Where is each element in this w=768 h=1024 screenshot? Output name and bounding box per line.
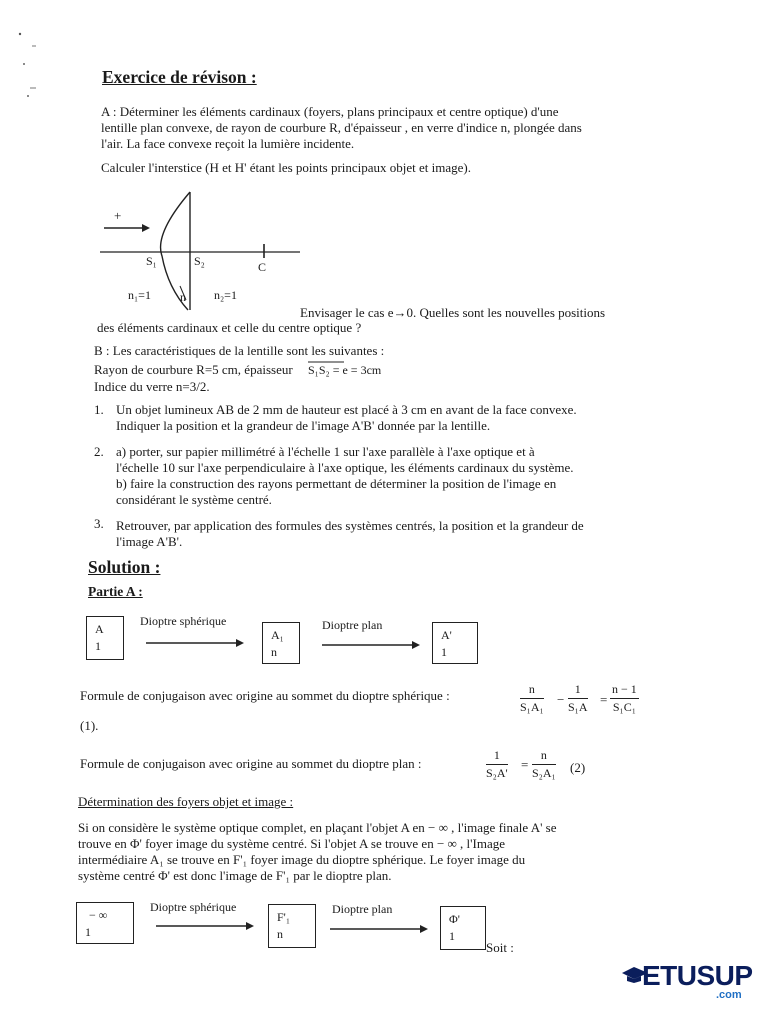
formula1-f3-num: n − 1 bbox=[610, 682, 639, 699]
segment-overline bbox=[308, 360, 346, 364]
chain1-box2-top: A₁ bbox=[271, 628, 284, 642]
chain2-arrow2 bbox=[330, 924, 430, 934]
chain2-box2-bottom: n bbox=[277, 927, 283, 941]
formula1-text: Formule de conjugaison avec origine au sommet du dioptre sphérique : bbox=[80, 688, 450, 703]
epaisseur-expression-text: S₁S₂ = e = 3cm bbox=[308, 363, 382, 377]
chain1-box1-bottom: 1 bbox=[95, 639, 101, 653]
formula1-f1-den: S₁A₁ bbox=[520, 700, 544, 714]
chain2-box1-top: − ∞ bbox=[89, 908, 108, 922]
chain1-box3-bottom: 1 bbox=[441, 645, 447, 659]
question-2-line-2: l'échelle 10 sur l'axe perpendiculaire à l'axe optique, les éléments cardinaux du système. bbox=[116, 460, 574, 475]
question-1-line-2: Indiquer la position et la grandeur de l'image A'B' donnée par la lentille. bbox=[116, 418, 491, 433]
lens-diagram bbox=[96, 188, 306, 314]
diagram-n: n bbox=[180, 290, 186, 304]
diagram-n2: n₂=1 bbox=[214, 288, 237, 302]
formula2-f2-num: n bbox=[532, 748, 556, 765]
partA-line-3: l'air. La face convexe reçoit la lumière incidente. bbox=[101, 136, 355, 151]
envisager-line-2: des éléments cardinaux et celle du centre optique ? bbox=[97, 320, 362, 335]
etusup-logo bbox=[620, 962, 760, 1004]
formula1-number: (1). bbox=[80, 718, 99, 733]
question-1-line-1: Un objet lumineux AB de 2 mm de hauteur est placé à 3 cm en avant de la face convexe. bbox=[116, 402, 577, 417]
formula1-fraction-2 bbox=[568, 682, 588, 715]
chain2-box1-bottom: 1 bbox=[85, 925, 91, 939]
chain2-box-image bbox=[440, 906, 486, 950]
chain1-arrow1-label: Dioptre sphérique bbox=[140, 614, 227, 628]
foyers-line-4: système centré Φ' est donc l'image de F'₁ par le dioptre plan. bbox=[78, 868, 392, 883]
chain1-box2-bottom: n bbox=[271, 645, 277, 659]
partA-line-2: lentille plan convexe, de rayon de courbure R, d'épaisseur , en verre d'indice n, plongée dans bbox=[101, 120, 582, 135]
formula1-f1-num: n bbox=[520, 682, 544, 699]
chain2-arrow2-label: Dioptre plan bbox=[332, 902, 393, 916]
chain2-box2-top: F'₁ bbox=[277, 910, 291, 924]
diagram-s1: S₁ bbox=[146, 254, 157, 268]
exercise-title: Exercice de révison : bbox=[102, 67, 257, 87]
formula2-equals: = bbox=[521, 757, 529, 772]
formula2-fraction-1 bbox=[486, 748, 508, 781]
foyers-line-1: Si on considère le système optique complet, en plaçant l'objet A en − ∞ , l'image finale A' se bbox=[78, 820, 557, 835]
diagram-s2: S₂ bbox=[194, 254, 205, 268]
epaisseur-expression bbox=[308, 362, 381, 378]
margin-marks bbox=[14, 24, 44, 104]
formula1-f2-num: 1 bbox=[568, 682, 588, 699]
question-2-line-4: considérant le système centré. bbox=[116, 492, 272, 507]
chain2-arrow1-label: Dioptre sphérique bbox=[150, 900, 237, 914]
foyers-line-2: trouve en Φ' foyer image du système centré. Si l'objet A se trouve en − ∞ , l'Image bbox=[78, 836, 505, 851]
diagram-c: C bbox=[258, 260, 267, 274]
formula1-minus: − bbox=[557, 692, 565, 707]
logo-suffix: .com bbox=[716, 989, 742, 1001]
question-3-line-2: l'image A'B'. bbox=[116, 534, 183, 549]
chain2-box-object bbox=[76, 902, 134, 944]
foyers-heading: Détermination des foyers objet et image : bbox=[78, 794, 294, 809]
soit-label: Soit : bbox=[486, 940, 514, 955]
formula2-text: Formule de conjugaison avec origine au sommet du dioptre plan : bbox=[80, 756, 422, 771]
formula2-f2-den: S₂A₁ bbox=[532, 766, 556, 780]
chain2-box3-top: Φ' bbox=[449, 912, 460, 926]
chain1-box-object bbox=[86, 616, 124, 660]
partA-line-4: Calculer l'interstice (H et H' étant les points principaux objet et image). bbox=[101, 160, 472, 175]
partB-line-2: Rayon de courbure R=5 cm, épaisseur bbox=[94, 362, 293, 377]
diagram-plus: + bbox=[114, 208, 122, 223]
chain1-box-image bbox=[432, 622, 478, 664]
foyers-line-3: intermédiaire A₁ se trouve en F'₁ foyer image du dioptre sphérique. Le foyer image du bbox=[78, 852, 526, 867]
question-3-number: 3. bbox=[94, 516, 104, 531]
envisager-line-1: Envisager le cas e→0. Quelles sont les nouvelles positions bbox=[300, 305, 606, 320]
partA-line-1: A : Déterminer les éléments cardinaux (foyers, plans principaux et centre optique) d'une bbox=[101, 104, 559, 119]
question-1-number: 1. bbox=[94, 402, 104, 417]
chain1-box-intermediate bbox=[262, 622, 300, 664]
partB-line-3: Indice du verre n=3/2. bbox=[94, 379, 210, 394]
formula2-number: (2) bbox=[570, 760, 586, 775]
question-2-line-3: b) faire la construction des rayons permettant de déterminer la position de l'image en bbox=[116, 476, 557, 491]
partie-a-heading: Partie A : bbox=[88, 584, 143, 599]
formula1-fraction-3 bbox=[610, 682, 639, 715]
question-2-number: 2. bbox=[94, 444, 104, 459]
question-2-line-1: a) porter, sur papier millimétré à l'échelle 1 sur l'axe parallèle à l'axe optique et à bbox=[116, 444, 535, 459]
chain1-arrow2-label: Dioptre plan bbox=[322, 618, 383, 632]
question-3-line-1: Retrouver, par application des formules des systèmes centrés, la position et la grandeur de bbox=[116, 518, 584, 533]
partB-line-1: B : Les caractéristiques de la lentille sont les suivantes : bbox=[94, 343, 385, 358]
chain1-arrow2 bbox=[322, 640, 422, 650]
formula2-f1-num: 1 bbox=[486, 748, 508, 765]
diagram-n1: n₁=1 bbox=[128, 288, 151, 302]
formula2-f1-den: S₂A' bbox=[486, 766, 508, 780]
formula1-f3-den: S₁C₁ bbox=[612, 700, 636, 714]
chain2-box3-bottom: 1 bbox=[449, 929, 455, 943]
logo-text: ETUSUP bbox=[642, 960, 753, 991]
formula1-fraction-1 bbox=[520, 682, 544, 715]
formula1-equals: = bbox=[600, 692, 608, 707]
chain1-box1-top: A bbox=[95, 622, 104, 636]
solution-title: Solution : bbox=[88, 557, 161, 577]
chain1-box3-top: A' bbox=[441, 628, 452, 642]
formula2-fraction-2 bbox=[532, 748, 556, 781]
chain2-box-intermediate bbox=[268, 904, 316, 948]
formula1-f2-den: S₁A bbox=[568, 700, 588, 714]
chain2-arrow1 bbox=[156, 921, 256, 931]
chain1-arrow1 bbox=[146, 638, 246, 648]
